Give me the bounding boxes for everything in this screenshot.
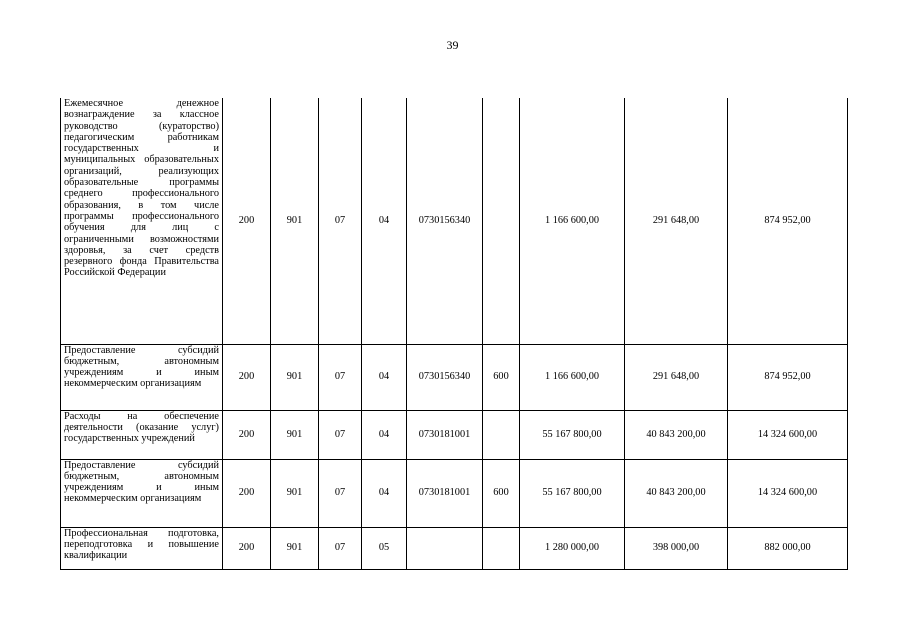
target-code-cell: 0730181001 (407, 459, 483, 527)
table-row (61, 459, 848, 527)
table-row (61, 527, 848, 569)
subsection-code-cell: 04 (362, 98, 407, 344)
row-description: Предоставление субсидий бюджетным, автономным учреждениям и иным некоммерческим организациям (61, 459, 223, 527)
section-code-cell: 07 (319, 344, 362, 410)
amount2-cell: 40 843 200,00 (625, 410, 728, 459)
admin-code-cell: 200 (223, 527, 271, 569)
section-code-cell: 07 (319, 98, 362, 344)
table-row (61, 344, 848, 410)
admin-code-cell: 200 (223, 410, 271, 459)
amount2-cell: 398 000,00 (625, 527, 728, 569)
row-description: Расходы на обеспечение деятельности (оказание услуг) государственных учреждений (61, 410, 223, 459)
expense-type-cell: 600 (483, 459, 520, 527)
amount3-cell: 874 952,00 (728, 98, 848, 344)
target-code-cell: 0730181001 (407, 410, 483, 459)
amount3-cell: 874 952,00 (728, 344, 848, 410)
amount-cell: 1 166 600,00 (520, 344, 625, 410)
amount3-cell: 14 324 600,00 (728, 459, 848, 527)
page-number: 39 (446, 38, 459, 52)
budget-table (60, 98, 848, 570)
subsection-code-cell: 04 (362, 459, 407, 527)
table-row (61, 98, 848, 344)
admin-code-cell: 200 (223, 98, 271, 344)
section-code-cell: 07 (319, 410, 362, 459)
target-code-cell: 0730156340 (407, 344, 483, 410)
section-code-cell: 07 (319, 459, 362, 527)
amount2-cell: 291 648,00 (625, 344, 728, 410)
amount3-cell: 882 000,00 (728, 527, 848, 569)
row-description: Ежемесячное денежное вознаграждение за классное руководство (кураторство) педагогическим работникам государственных и муниципальных образовательных организаций, реализующих образовательные программы среднего профессионального образования, в том числе программы профессионального обучения для лиц с ограниченными возможностями здоровья, за счет средств резервного фонда Правительства Российской Федерации (61, 98, 223, 344)
ministry-code-cell: 901 (271, 344, 319, 410)
ministry-code-cell: 901 (271, 527, 319, 569)
expense-type-cell: 600 (483, 344, 520, 410)
row-description: Профессиональная подготовка, переподготовка и повышение квалификации (61, 527, 223, 569)
subsection-code-cell: 04 (362, 344, 407, 410)
expense-type-cell (483, 98, 520, 344)
ministry-code-cell: 901 (271, 410, 319, 459)
amount-cell: 1 166 600,00 (520, 98, 625, 344)
amount3-cell: 14 324 600,00 (728, 410, 848, 459)
amount2-cell: 40 843 200,00 (625, 459, 728, 527)
expense-type-cell (483, 410, 520, 459)
amount-cell: 55 167 800,00 (520, 410, 625, 459)
amount-cell: 1 280 000,00 (520, 527, 625, 569)
admin-code-cell: 200 (223, 459, 271, 527)
amount2-cell: 291 648,00 (625, 98, 728, 344)
subsection-code-cell: 04 (362, 410, 407, 459)
target-code-cell: 0730156340 (407, 98, 483, 344)
amount-cell: 55 167 800,00 (520, 459, 625, 527)
subsection-code-cell: 05 (362, 527, 407, 569)
row-description: Предоставление субсидий бюджетным, автономным учреждениям и иным некоммерческим организациям (61, 344, 223, 410)
section-code-cell: 07 (319, 527, 362, 569)
ministry-code-cell: 901 (271, 459, 319, 527)
expense-type-cell (483, 527, 520, 569)
table-row (61, 410, 848, 459)
admin-code-cell: 200 (223, 344, 271, 410)
ministry-code-cell: 901 (271, 98, 319, 344)
target-code-cell (407, 527, 483, 569)
